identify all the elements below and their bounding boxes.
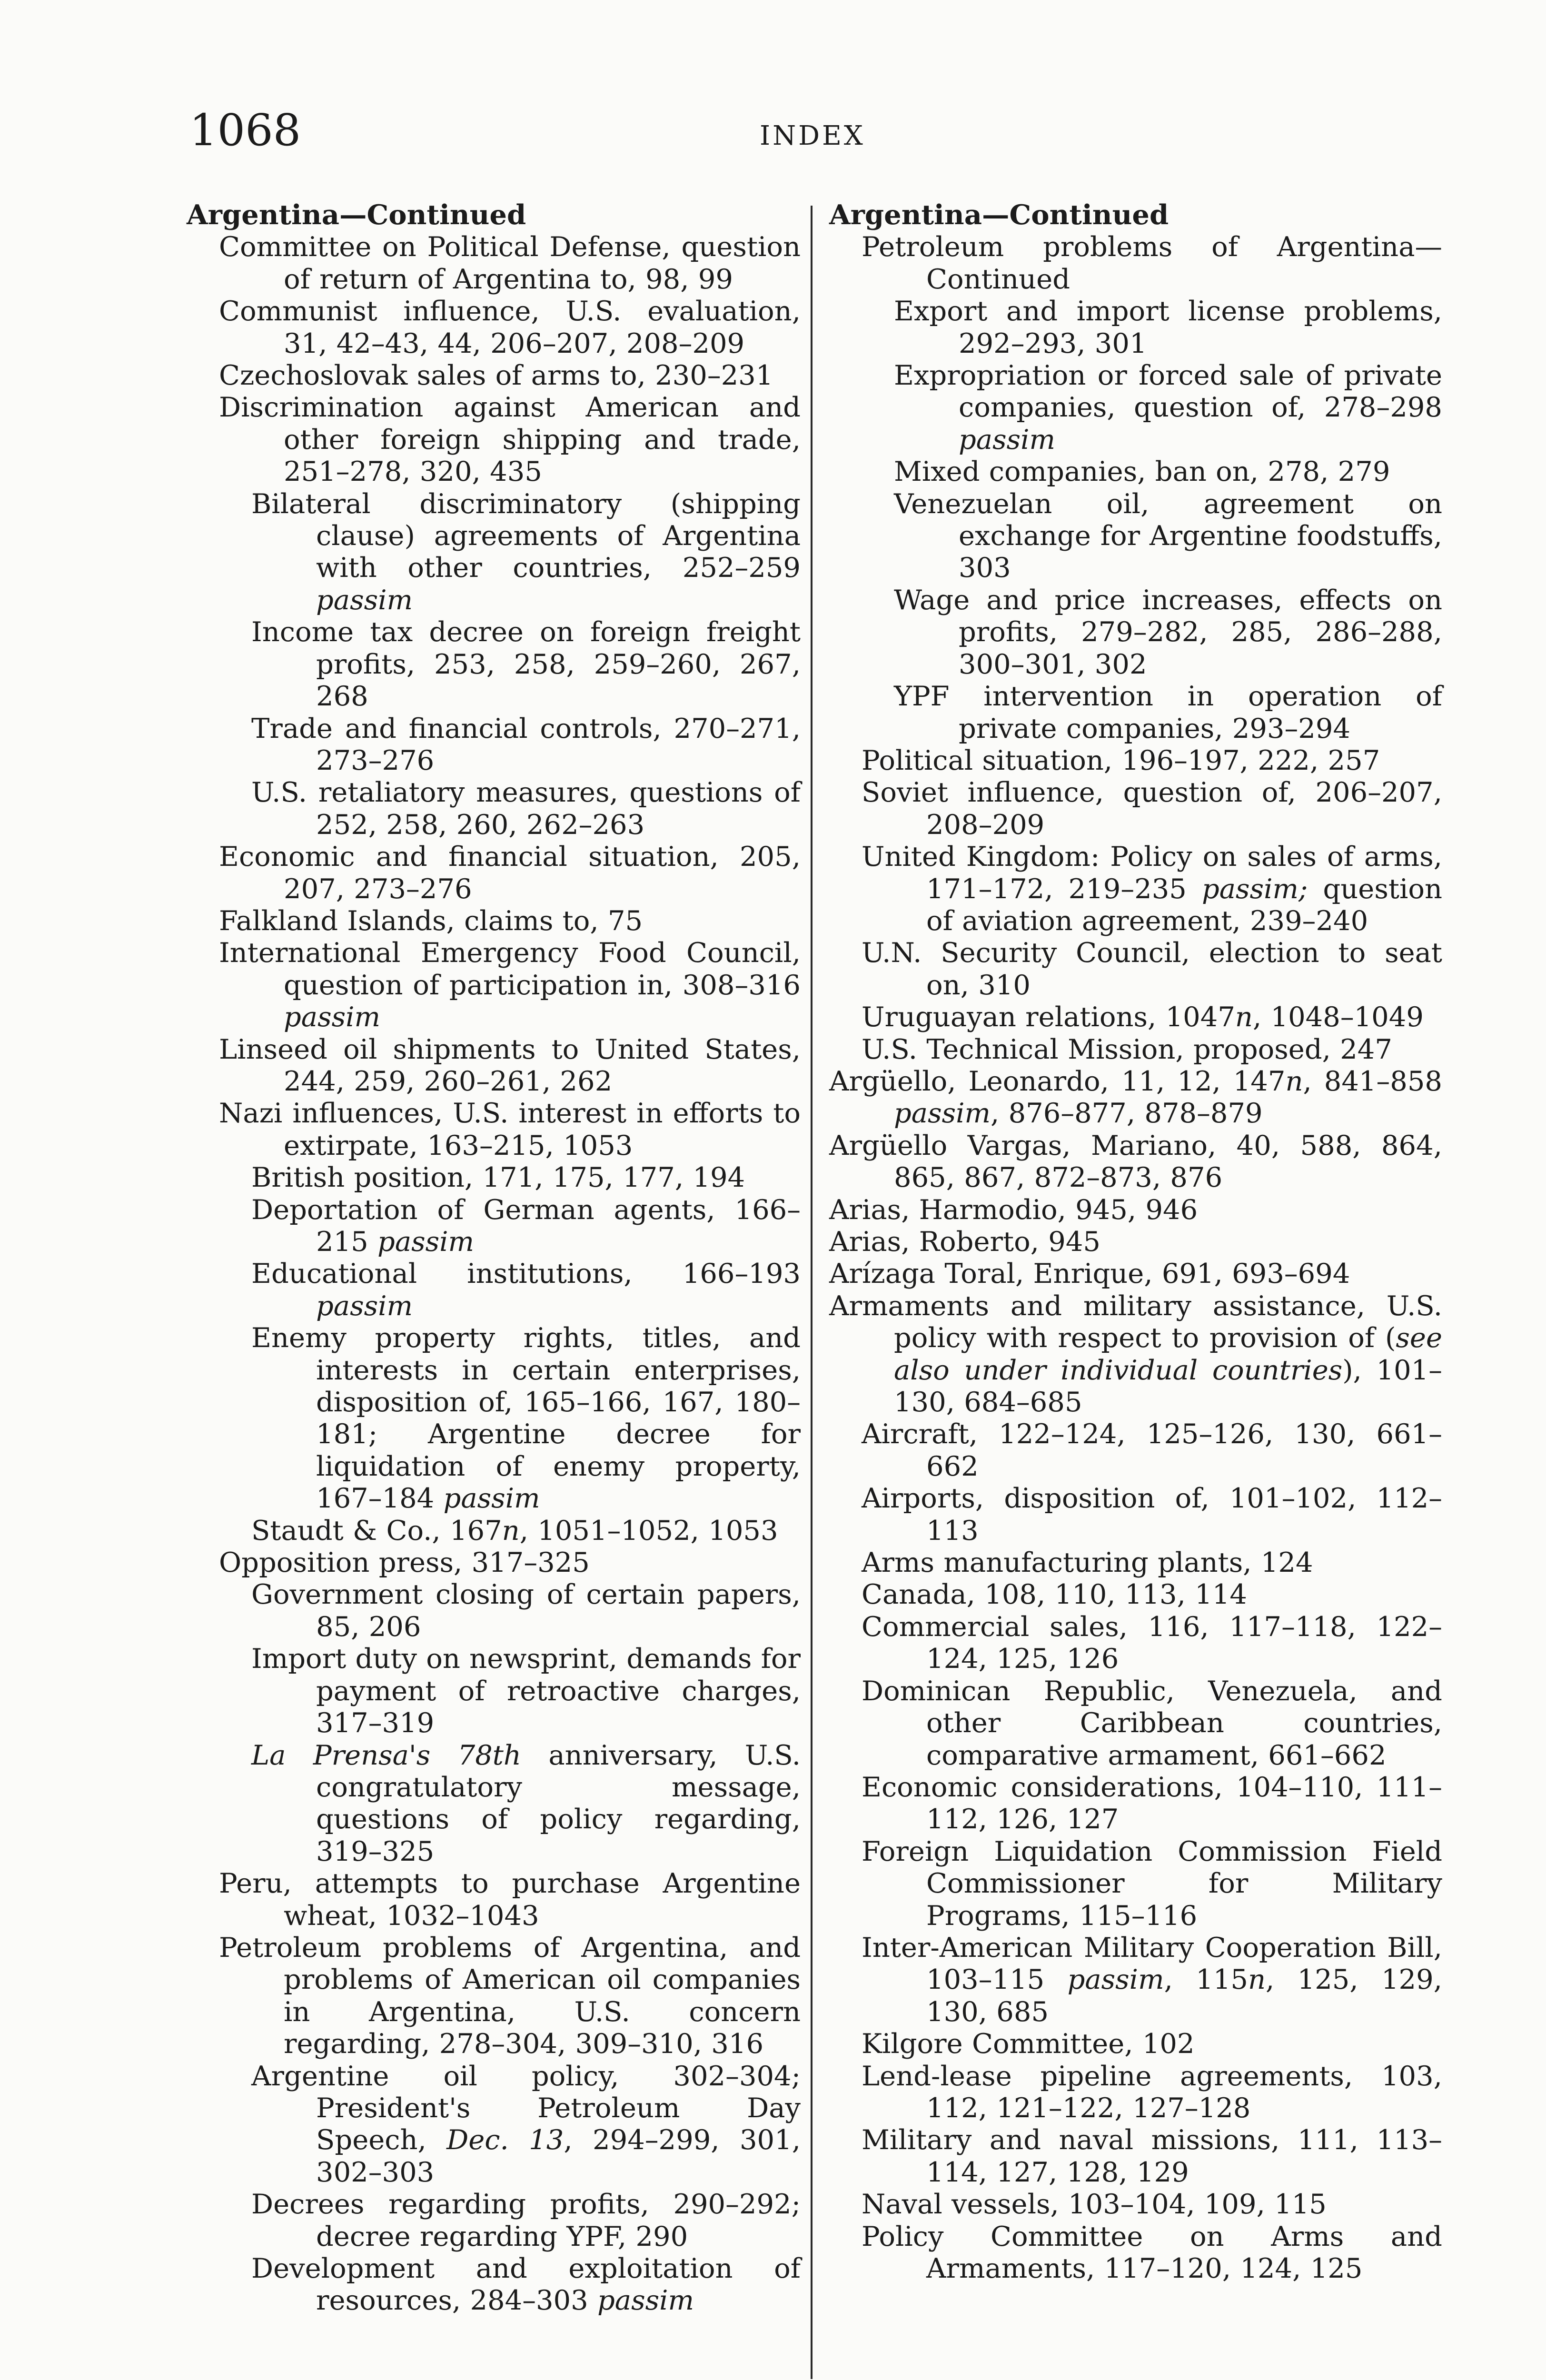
index-entry: Arias, Roberto, 945 — [829, 1226, 1101, 1258]
index-entry: Naval vessels, 103–104, 109, 115 — [862, 2188, 1327, 2221]
index-entry: Foreign Liquidation Commission Field Commissioner for Military Programs, 115–116 — [862, 1835, 1442, 1932]
index-entry: Arias, Harmodio, 945, 946 — [829, 1193, 1198, 1226]
index-entry: British position, 171, 175, 177, 194 — [251, 1161, 745, 1194]
index-entry: Trade and financial controls, 270–271, 273–276 — [251, 712, 801, 776]
index-entry: Falkland Islands, claims to, 75 — [219, 904, 643, 937]
index-entry: Soviet influence, question of, 206–207, 208–209 — [862, 776, 1442, 841]
index-column-right — [829, 199, 1442, 2284]
index-entry: Military and naval missions, 111, 113–114, 127, 128, 129 — [862, 2124, 1442, 2188]
index-entry: Peru, attempts to purchase Argentine wheat, 1032–1043 — [219, 1867, 801, 1932]
index-entry: Czechoslovak sales of arms to, 230–231 — [219, 359, 773, 392]
index-entry: Opposition press, 317–325 — [219, 1547, 590, 1579]
index-entry: Decrees regarding profits, 290–292; decree regarding YPF, 290 — [251, 2188, 801, 2252]
index-entry: Uruguayan relations, 1047n, 1048–1049 — [862, 1001, 1424, 1033]
index-entry: U.S. retaliatory measures, questions of 252, 258, 260, 262–263 — [251, 776, 801, 841]
column-divider — [811, 206, 813, 2379]
index-entry: Bilateral discriminatory (shipping clause) agreements of Argentina with other countries, 252–259 passim — [251, 487, 801, 616]
index-entry: Petroleum problems of Argentina, and problems of American oil companies in Argentina, U.S. concern regarding, 278–304, 309–310, 316 — [219, 1931, 801, 2060]
index-entry: United Kingdom: Policy on sales of arms, 171–172, 219–235 passim; question of aviation agreement, 239–240 — [862, 841, 1442, 937]
index-entry: Enemy property rights, titles, and interests in certain enterprises, disposition of, 165–166, 167, 180–181; Argentine decree for liquidation of enemy property, 167–184 passim — [251, 1322, 801, 1515]
index-entry: Economic and financial situation, 205, 207, 273–276 — [219, 841, 801, 905]
index-entry: Discrimination against American and other foreign shipping and trade, 251–278, 320, 435 — [219, 391, 801, 488]
index-entry: Economic considerations, 104–110, 111–112, 126, 127 — [862, 1771, 1442, 1835]
index-entry: La Prensa's 78th anniversary, U.S. congratulatory message, questions of policy regarding, 319–325 — [251, 1739, 801, 1867]
index-entry: Venezuelan oil, agreement on exchange for Argentine foodstuffs, 303 — [894, 487, 1442, 584]
index-entry: Communist influence, U.S. evaluation, 31, 42–43, 44, 206–207, 208–209 — [219, 295, 801, 359]
index-entry: Petroleum problems of Argentina—Continued — [862, 231, 1442, 295]
running-head: INDEX — [760, 120, 865, 151]
index-entry: Committee on Political Defense, question of return of Argentina to, 98, 99 — [219, 231, 801, 295]
index-entry: Inter-American Military Cooperation Bill, 103–115 passim, 115n, 125, 129, 130, 685 — [862, 1931, 1442, 2028]
index-entry: Wage and price increases, effects on profits, 279–282, 285, 286–288, 300–301, 302 — [894, 584, 1442, 680]
index-entry: Government closing of certain papers, 85, 206 — [251, 1578, 801, 1643]
index-entry: U.N. Security Council, election to seat on, 310 — [862, 937, 1442, 1001]
index-entry: Policy Committee on Arms and Armaments, 117–120, 124, 125 — [862, 2220, 1442, 2284]
index-entry: Argentina—Continued — [187, 198, 526, 231]
index-entry: Import duty on newsprint, demands for payment of retroactive charges, 317–319 — [251, 1643, 801, 1739]
index-entry: Export and import license problems, 292–293, 301 — [894, 295, 1442, 359]
index-entry: Linseed oil shipments to United States, 244, 259, 260–261, 262 — [219, 1033, 801, 1097]
index-entry: International Emergency Food Council, question of participation in, 308–316 passim — [219, 937, 801, 1033]
index-entry: Argentine oil policy, 302–304; President's Petroleum Day Speech, Dec. 13, 294–299, 301, 302–303 — [251, 2060, 801, 2188]
index-entry: Expropriation or forced sale of private companies, question of, 278–298 passim — [894, 359, 1442, 456]
index-entry: Staudt & Co., 167n, 1051–1052, 1053 — [251, 1514, 778, 1547]
index-entry: Arms manufacturing plants, 124 — [862, 1547, 1313, 1579]
index-entry: Argentina—Continued — [829, 198, 1169, 231]
index-entry: Armaments and military assistance, U.S. policy with respect to provision of (see also under individual countries), 101–130, 684–685 — [829, 1289, 1442, 1418]
index-entry: U.S. Technical Mission, proposed, 247 — [862, 1033, 1392, 1065]
index-entry: YPF intervention in operation of private companies, 293–294 — [894, 680, 1442, 744]
index-entry: Kilgore Committee, 102 — [862, 2028, 1195, 2060]
index-entry: Educational institutions, 166–193 passim — [251, 1258, 801, 1322]
index-entry: Political situation, 196–197, 222, 257 — [862, 744, 1380, 776]
index-entry: Canada, 108, 110, 113, 114 — [862, 1578, 1247, 1611]
index-entry: Airports, disposition of, 101–102, 112–113 — [862, 1482, 1442, 1547]
index-column-left — [187, 199, 801, 2317]
index-entry: Commercial sales, 116, 117–118, 122–124, 125, 126 — [862, 1610, 1442, 1675]
index-entry: Income tax decree on foreign freight profits, 253, 258, 259–260, 267, 268 — [251, 616, 801, 713]
index-entry: Argüello, Leonardo, 11, 12, 147n, 841–858 passim, 876–877, 878–879 — [829, 1065, 1442, 1130]
index-entry: Dominican Republic, Venezuela, and other Caribbean countries, comparative armament, 661–662 — [862, 1675, 1442, 1771]
index-entry: Lend-lease pipeline agreements, 103, 112, 121–122, 127–128 — [862, 2060, 1442, 2124]
index-entry: Argüello Vargas, Mariano, 40, 588, 864, 865, 867, 872–873, 876 — [829, 1129, 1442, 1194]
page-number: 1068 — [189, 105, 301, 156]
index-entry: Arízaga Toral, Enrique, 691, 693–694 — [829, 1258, 1350, 1290]
index-entry: Deportation of German agents, 166–215 passim — [251, 1193, 801, 1258]
index-entry: Nazi influences, U.S. interest in efforts to extirpate, 163–215, 1053 — [219, 1097, 801, 1161]
index-entry: Mixed companies, ban on, 278, 279 — [894, 456, 1390, 488]
index-entry: Aircraft, 122–124, 125–126, 130, 661–662 — [862, 1418, 1442, 1482]
index-entry: Development and exploitation of resources, 284–303 passim — [251, 2252, 801, 2317]
